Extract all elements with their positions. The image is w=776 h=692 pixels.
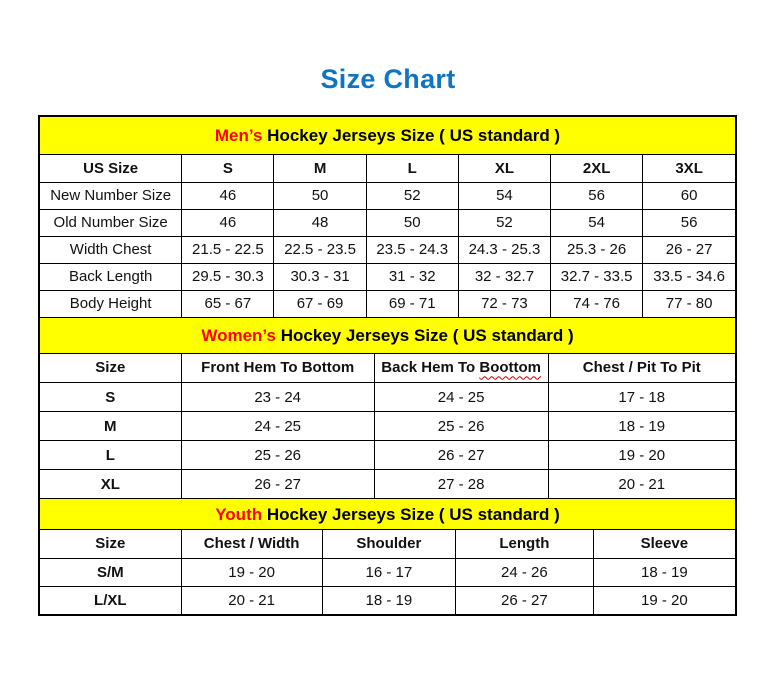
- row-label: Width Chest: [40, 236, 182, 263]
- cell: 72 - 73: [458, 290, 550, 317]
- misspelled-word: Boottom: [479, 359, 542, 377]
- cell: 48: [274, 209, 366, 236]
- column-header: S: [182, 155, 274, 182]
- row-label: L/XL: [40, 586, 181, 614]
- cell: 25 - 26: [181, 441, 374, 470]
- cell: 16 - 17: [322, 558, 455, 586]
- cell: 26 - 27: [643, 236, 735, 263]
- table-row: [40, 412, 735, 441]
- cell: 24.3 - 25.3: [458, 236, 550, 263]
- cell: 29.5 - 30.3: [182, 263, 274, 290]
- youth-table-banner: [40, 499, 735, 530]
- cell: 65 - 67: [182, 290, 274, 317]
- cell: 26 - 27: [181, 470, 374, 499]
- cell: 27 - 28: [374, 470, 548, 499]
- cell: 24 - 25: [374, 383, 548, 412]
- table-row: [40, 182, 735, 209]
- row-label: New Number Size: [40, 182, 182, 209]
- cell: 24 - 26: [456, 558, 594, 586]
- cell: 33.5 - 34.6: [643, 263, 735, 290]
- youth-banner-text: Hockey Jerseys Size ( US standard ): [266, 505, 560, 524]
- table-row: [40, 290, 735, 317]
- column-header: 2XL: [551, 155, 643, 182]
- row-label: M: [40, 412, 181, 441]
- youth-banner-highlight: Youth: [215, 505, 263, 524]
- mens-size-table: [40, 155, 735, 318]
- table-row: [40, 558, 735, 586]
- cell: 32 - 32.7: [458, 263, 550, 290]
- row-label: S: [40, 383, 181, 412]
- cell: 17 - 18: [548, 383, 735, 412]
- column-header: Length: [456, 530, 594, 558]
- row-label: S/M: [40, 558, 181, 586]
- cell: 50: [366, 209, 458, 236]
- cell: 52: [458, 209, 550, 236]
- mens-banner-text: Hockey Jerseys Size ( US standard ): [267, 126, 561, 145]
- cell: 18 - 19: [548, 412, 735, 441]
- womens-banner-text: Hockey Jerseys Size ( US standard ): [280, 325, 574, 345]
- column-header: Shoulder: [322, 530, 455, 558]
- cell: 69 - 71: [366, 290, 458, 317]
- column-header: M: [274, 155, 366, 182]
- youth-header-row: [40, 530, 735, 558]
- womens-table-banner: [40, 318, 735, 354]
- mens-header-row: [40, 155, 735, 182]
- table-row: [40, 263, 735, 290]
- table-row: [40, 441, 735, 470]
- column-header: Sleeve: [593, 530, 735, 558]
- cell: 25 - 26: [374, 412, 548, 441]
- cell: 74 - 76: [551, 290, 643, 317]
- column-header: L: [366, 155, 458, 182]
- cell: 20 - 21: [548, 470, 735, 499]
- cell: 77 - 80: [643, 290, 735, 317]
- cell: 31 - 32: [366, 263, 458, 290]
- cell: 22.5 - 23.5: [274, 236, 366, 263]
- cell: 23.5 - 24.3: [366, 236, 458, 263]
- cell: 21.5 - 22.5: [182, 236, 274, 263]
- cell: 56: [551, 182, 643, 209]
- cell: 60: [643, 182, 735, 209]
- youth-size-table: [40, 530, 735, 614]
- column-header: Chest / Pit To Pit: [548, 354, 735, 383]
- cell: 54: [551, 209, 643, 236]
- column-header: Front Hem To Bottom: [181, 354, 374, 383]
- column-header: 3XL: [643, 155, 735, 182]
- column-header: Size: [40, 530, 181, 558]
- womens-size-table: [40, 354, 735, 500]
- row-label: Old Number Size: [40, 209, 182, 236]
- mens-table-banner: [40, 117, 735, 155]
- cell: 18 - 19: [322, 586, 455, 614]
- cell: 46: [182, 182, 274, 209]
- column-header: Chest / Width: [181, 530, 322, 558]
- cell: 18 - 19: [593, 558, 735, 586]
- row-label: Back Length: [40, 263, 182, 290]
- cell: 67 - 69: [274, 290, 366, 317]
- cell: 26 - 27: [374, 441, 548, 470]
- cell: 26 - 27: [456, 586, 594, 614]
- column-header: US Size: [40, 155, 182, 182]
- column-header: Back Hem To Boottom: [374, 354, 548, 383]
- cell: 54: [458, 182, 550, 209]
- table-row: [40, 383, 735, 412]
- womens-banner-highlight: Women’s: [201, 325, 276, 345]
- column-header: XL: [458, 155, 550, 182]
- row-label: Body Height: [40, 290, 182, 317]
- cell: 30.3 - 31: [274, 263, 366, 290]
- page-title: Size Chart: [320, 64, 456, 94]
- cell: 24 - 25: [181, 412, 374, 441]
- cell: 46: [182, 209, 274, 236]
- table-row: [40, 209, 735, 236]
- mens-banner-highlight: Men’s: [214, 126, 263, 145]
- cell: 32.7 - 33.5: [551, 263, 643, 290]
- table-row: [40, 586, 735, 614]
- cell: 19 - 20: [593, 586, 735, 614]
- row-label: XL: [40, 470, 181, 499]
- table-row: [40, 470, 735, 499]
- cell: 20 - 21: [181, 586, 322, 614]
- size-chart-box: [38, 115, 737, 616]
- cell: 50: [274, 182, 366, 209]
- cell: 19 - 20: [181, 558, 322, 586]
- column-header: Size: [40, 354, 181, 383]
- row-label: L: [40, 441, 181, 470]
- cell: 25.3 - 26: [551, 236, 643, 263]
- cell: 23 - 24: [181, 383, 374, 412]
- womens-header-row: [40, 354, 735, 383]
- cell: 56: [643, 209, 735, 236]
- cell: 19 - 20: [548, 441, 735, 470]
- table-row: [40, 236, 735, 263]
- cell: 52: [366, 182, 458, 209]
